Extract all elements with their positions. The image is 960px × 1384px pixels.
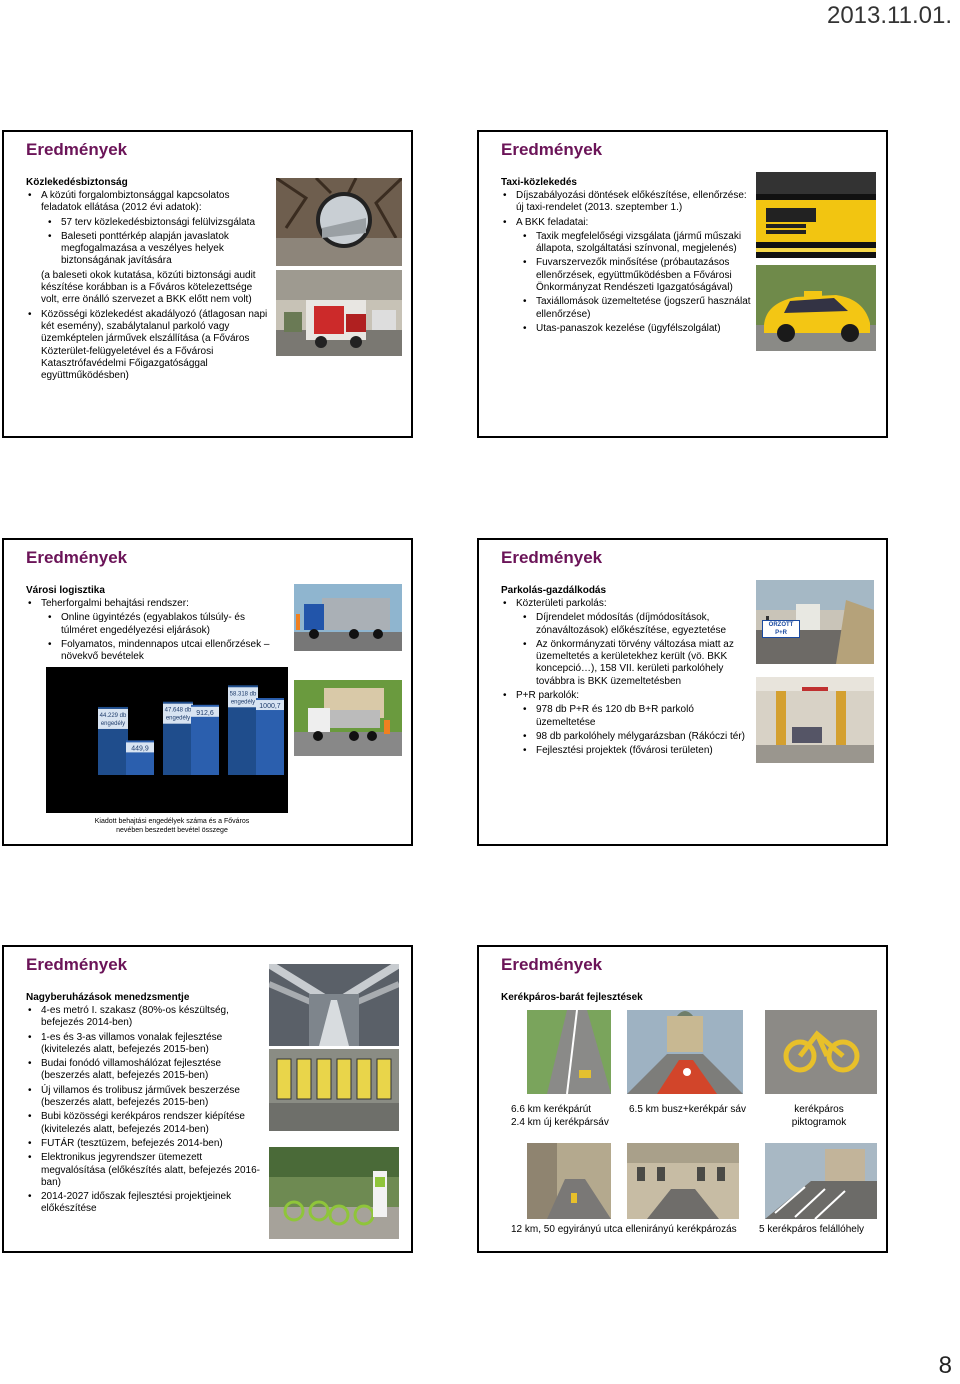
- photo-towing-truck: [276, 270, 402, 356]
- bullet: • A BKK feladatai:: [501, 217, 751, 229]
- sub-bullet: • Fejlesztési projektek (fővárosi területen): [501, 745, 751, 757]
- sub-bullet: • Online ügyintézés (egyablakos túlsúly- és túlméret engedélyezési eljárások): [26, 612, 276, 637]
- bullet: • 4-es metró I. szakasz (80%-os készültség, befejezés 2014-ben): [26, 1005, 269, 1030]
- slide-title: Eredmények: [501, 548, 603, 567]
- bullet: • P+R parkolók:: [501, 690, 751, 702]
- slide-body: [26, 1005, 269, 1218]
- slide-parkolas: [477, 538, 888, 846]
- slide-subtitle: Kerékpáros-barát fejlesztések: [501, 992, 643, 1003]
- photo-bike-pictogram: [765, 1010, 877, 1094]
- sub-bullet: • 98 db parkolóhely mélygarázsban (Rákóczi tér): [501, 731, 751, 743]
- chart-caption: Kiadott behajtási engedélyek száma és a Főváros nevében beszedett bevétel összege: [94, 818, 250, 834]
- slide-title: Eredmények: [26, 548, 128, 567]
- photo-contraflow-street-1: [527, 1143, 611, 1219]
- data-label-permits: 47.648 db: [164, 707, 192, 714]
- slide-subtitle: Városi logisztika: [26, 585, 105, 596]
- data-label-permits: 44.229 db: [99, 712, 127, 719]
- page-number: 8: [938, 1352, 952, 1379]
- photo-taxi-door: [756, 172, 876, 258]
- sub-bullet: • Baleseti ponttérkép alapján javaslatok megfogalmazása a veszélyes helyek biztonságának javítására: [26, 231, 268, 268]
- pr-sign: ŐRZÖTT P+R: [762, 620, 800, 638]
- photo-truck-2: [294, 680, 402, 756]
- slide-subtitle: Parkolás-gazdálkodás: [501, 585, 607, 596]
- bullet: • A közúti forgalombiztonsággal kapcsolatos feladatok ellátása (2012 évi adatok):: [26, 190, 268, 215]
- sub-bullet: • Díjrendelet módosítás (díjmódosítások, zónaváltozások) előkészítése, egyeztetése: [501, 612, 751, 637]
- sub-bullet: • Folyamatos, mindennapos utcai ellenőrzések – növekvő bevételek: [26, 639, 276, 664]
- slide-subtitle: Közlekedésbiztonság: [26, 177, 128, 188]
- slide-nagyberuhazasok: [2, 945, 413, 1253]
- data-label-revenue: 912,6: [196, 709, 214, 717]
- caption-bus-bike-lane: 6.5 km busz+kerékpár sáv: [629, 1104, 746, 1115]
- data-label-permits-unit: engedély: [100, 720, 126, 727]
- slide-body: [501, 190, 751, 337]
- sub-bullet: • Az önkormányzati törvény változása miatt az üzemeltetés a kerületekhez került (vö. BKK koncepció…), 158 VII. kerületi parkolóhely továbbra is BKK üzemeltetésben: [501, 639, 751, 688]
- bullet: • Budai fonódó villamoshálózat fejlesztése (beszerzés alatt, befejezés 2015-ben): [26, 1058, 269, 1083]
- slide-body: [501, 598, 751, 760]
- note-text: (a baleseti okok kutatása, közúti biztonsági audit készítése korábban is a Főváros kötelezettsége volt, erre önálló szervezet a BKK előtt nem volt): [41, 269, 256, 306]
- bullet: • Díjszabályozási döntések előkészítése, ellenőrzése: új taxi-rendelet (2013. szeptember 1.): [501, 190, 751, 215]
- permit-chart-svg: [46, 667, 288, 813]
- caption-bike-pictogram: kerékpáros piktogramok: [791, 1104, 847, 1128]
- photo-bike-path: [527, 1010, 611, 1094]
- photo-metro-station: [269, 964, 399, 1046]
- bullet: • FUTÁR (tesztüzem, befejezés 2014-ben): [26, 1138, 269, 1150]
- bullet: • Új villamos és trolibusz járművek beszerzése (beszerzés alatt, befejezés 2015-ben): [26, 1085, 269, 1110]
- photo-bubi-bikes: [269, 1147, 399, 1239]
- slide-body: [26, 190, 268, 384]
- data-label-revenue: 449,9: [131, 745, 149, 753]
- photo-tram-depot: [269, 1049, 399, 1131]
- caption-contraflow: 12 km, 50 egyirányú utca ellenirányú kerékpározás: [511, 1224, 737, 1235]
- sub-bullet: • Taxiállomások üzemeltetése (jogszerű használat ellenőrzése): [501, 296, 751, 321]
- bullet: • Elektronikus jegyrendszer ütemezett megvalósítása (előkészítés alatt, befejezés 2016-ban): [26, 1152, 269, 1189]
- data-label-revenue: 1000,7: [259, 703, 281, 711]
- slide-taxi: [477, 130, 888, 438]
- photo-parking-street: [756, 580, 874, 664]
- data-label-permits-unit: engedély: [230, 699, 256, 706]
- bullet: • Bubi közösségi kerékpáros rendszer kiépítése (kivitelezés alatt, befejezés 2014-ben): [26, 1111, 269, 1136]
- sub-bullet: • 57 terv közlekedésbiztonsági felülvizsgálata: [26, 217, 268, 229]
- bullet: • Közterületi parkolás:: [501, 598, 751, 610]
- slide-kozlekedesbiztonsag: [2, 130, 413, 438]
- slide-title: Eredmények: [26, 140, 128, 159]
- slide-varosi-logisztika: [2, 538, 413, 846]
- photo-parking-garage: [756, 677, 874, 763]
- sub-bullet: • Utas-panaszok kezelése (ügyfélszolgálat): [501, 323, 751, 335]
- slide-subtitle: Taxi-közlekedés: [501, 177, 577, 188]
- photo-truck-1: [294, 584, 402, 651]
- sub-bullet: • Fuvarszervezők minősítése (próbautazásos ellenőrzések, együttműködésben a Fővárosi Önkormányzat Rendészeti Igazgatóságával): [501, 257, 751, 294]
- data-label-permits: 58.318 db: [229, 691, 257, 698]
- bullet: • 1-es és 3-as villamos vonalak fejlesztése (kivitelezés alatt, befejezés 2015-ben): [26, 1032, 269, 1057]
- slide-title: Eredmények: [501, 140, 603, 159]
- caption-bike-path: 6.6 km kerékpárút 2.4 km új kerékpársáv: [511, 1104, 609, 1128]
- photo-contraflow-street-2: [627, 1143, 739, 1219]
- photo-bike-stand: [765, 1143, 877, 1219]
- photo-traffic-mirror: [276, 178, 402, 266]
- date-stamp: 2013.11.01.: [826, 2, 952, 29]
- slide-kerekparos: [477, 945, 888, 1253]
- sub-bullet: • Taxik megfelelőségi vizsgálata (jármű műszaki állapota, szolgáltatási színvonal, megjelenés): [501, 231, 751, 256]
- bullet: • 2014-2027 időszak fejlesztési projektjeinek előkészítése: [26, 1191, 269, 1216]
- slide-subtitle: Nagyberuházások menedzsmentje: [26, 992, 190, 1003]
- bullet: • Teherforgalmi behajtási rendszer:: [26, 598, 276, 610]
- sub-bullet: • 978 db P+R és 120 db B+R parkoló üzemeltetése: [501, 704, 751, 729]
- slide-title: Eredmények: [26, 955, 128, 974]
- bullet: • Közösségi közlekedést akadályozó (átlagosan napi két esemény), szabálytalanul parkoló vagy üzemképtelen járművek elszállítása (a Főváros Közterület-felügyeletével és a Fővárosi Katasztrófavédelmi Főigazgatósággal együttműködésben): [26, 309, 268, 383]
- caption-bike-stand: 5 kerékpáros felállóhely: [759, 1224, 865, 1235]
- slide-body: [26, 598, 276, 665]
- photo-taxi-car: [756, 265, 876, 351]
- permit-chart: [46, 667, 288, 813]
- data-label-permits-unit: engedély: [165, 715, 191, 722]
- slide-title: Eredmények: [501, 955, 603, 974]
- photo-bus-bike-lane: [627, 1010, 743, 1094]
